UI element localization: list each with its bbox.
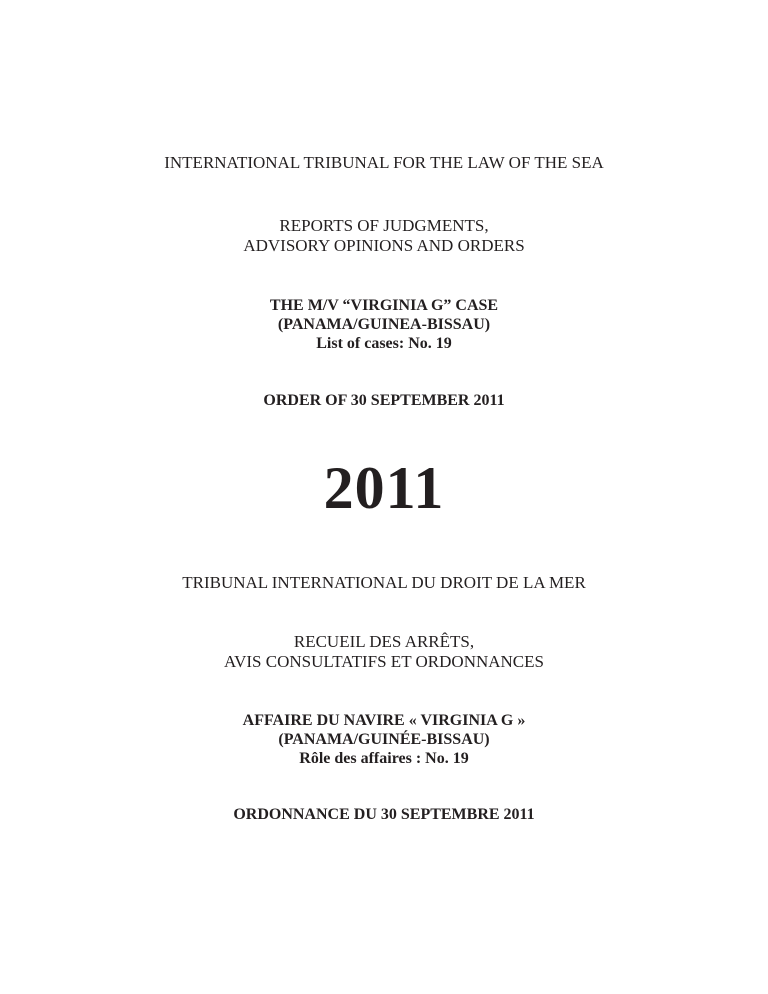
- order-date-en: ORDER OF 30 SEPTEMBER 2011: [263, 392, 505, 409]
- case-parties-en: (PANAMA/GUINEA-BISSAU): [277, 316, 491, 333]
- case-list-fr: Rôle des affaires : No. 19: [299, 750, 469, 767]
- publication-year: 2011: [323, 455, 445, 521]
- reports-title-en-line2: ADVISORY OPINIONS AND ORDERS: [243, 236, 525, 255]
- case-parties-fr: (PANAMA/GUINÉE-BISSAU): [278, 731, 490, 748]
- order-date-fr: ORDONNANCE DU 30 SEPTEMBRE 2011: [233, 806, 535, 823]
- case-title-fr: AFFAIRE DU NAVIRE « VIRGINIA G »: [242, 712, 526, 729]
- reports-title-en-line1: REPORTS OF JUDGMENTS,: [279, 216, 489, 235]
- reports-title-fr-line1: RECUEIL DES ARRÊTS,: [293, 632, 475, 651]
- institution-name-en: INTERNATIONAL TRIBUNAL FOR THE LAW OF THE SEA: [164, 153, 604, 172]
- case-title-en: THE M/V “VIRGINIA G” CASE: [269, 297, 499, 314]
- reports-title-fr-line2: AVIS CONSULTATIFS ET ORDONNANCES: [224, 652, 544, 671]
- case-list-en: List of cases: No. 19: [316, 335, 452, 352]
- institution-name-fr: TRIBUNAL INTERNATIONAL DU DROIT DE LA MER: [182, 573, 586, 592]
